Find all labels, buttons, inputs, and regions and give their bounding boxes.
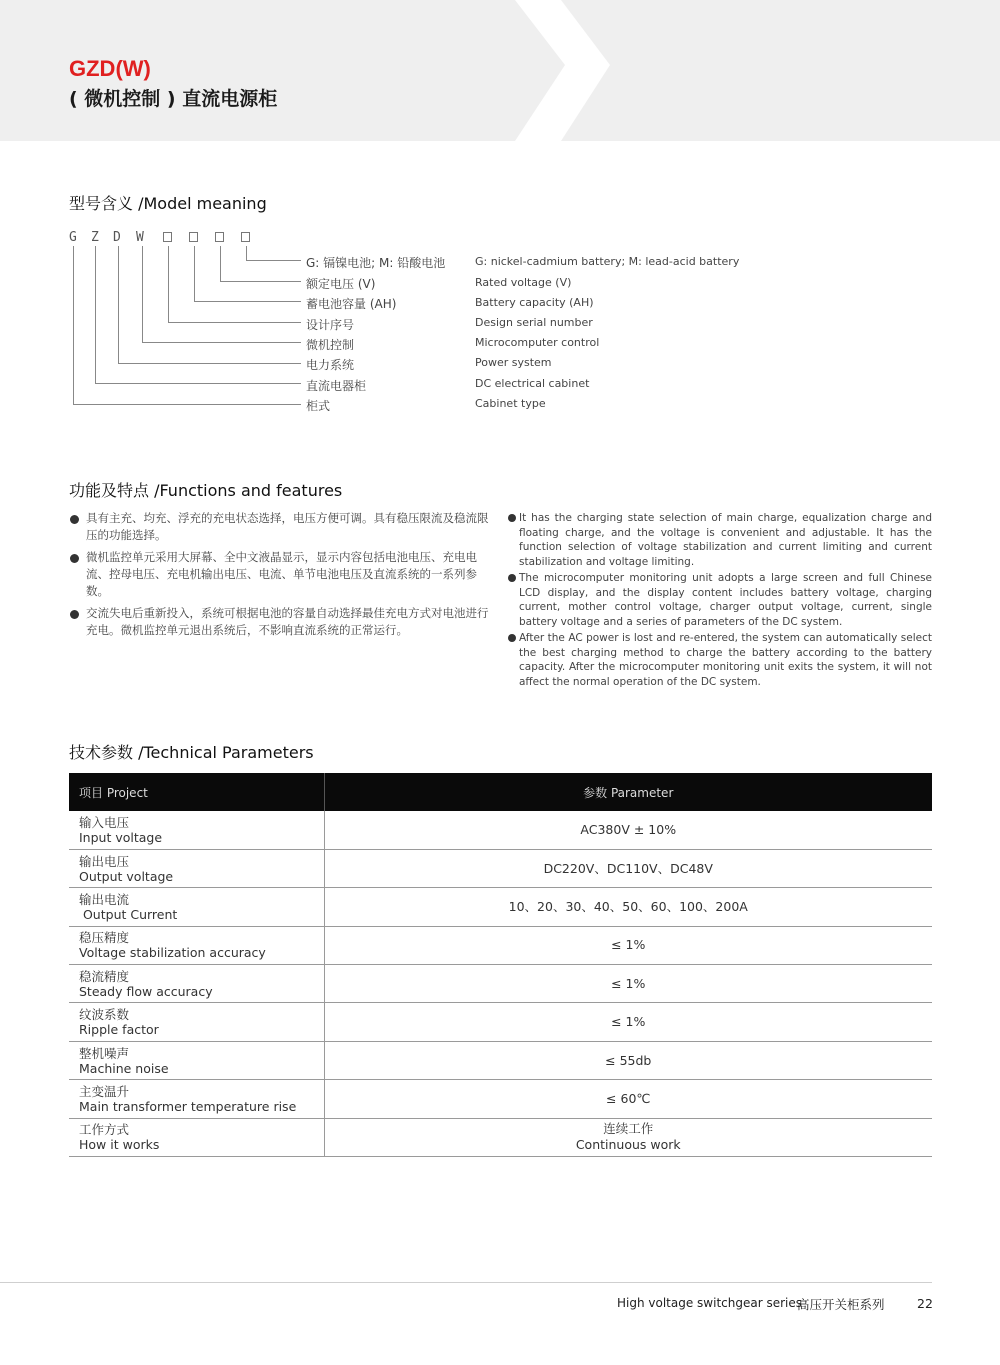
model-item-cn: 额定电压 (V) (306, 277, 376, 291)
project-cn: 输出电流 (79, 891, 130, 907)
bullet-icon (508, 634, 516, 642)
project-en: Output Current (79, 906, 178, 922)
bullet-icon (70, 554, 79, 563)
header-parameter: 参数 Parameter (324, 773, 932, 811)
parameter-value: ≤ 55db (605, 1052, 652, 1068)
parameter-value: DC220V、DC110V、DC48V (543, 860, 713, 876)
code-letter-z: Z (91, 230, 99, 245)
connector-line (95, 383, 301, 384)
footer-series-en: High voltage switchgear series (617, 1296, 802, 1310)
model-item-en: Power system (475, 356, 552, 369)
connector-line (118, 363, 301, 364)
table-row (69, 926, 932, 964)
page-title: GZD(W) (69, 56, 151, 81)
connector-line (220, 281, 301, 282)
project-cn: 稳压精度 (79, 930, 130, 946)
connector-line (142, 342, 301, 343)
model-item-en: DC electrical cabinet (475, 377, 590, 390)
parameter-value: AC380V ± 10% (580, 821, 677, 837)
project-en: Main transformer temperature rise (79, 1098, 297, 1114)
feature-item-en: The microcomputer monitoring unit adopts a large screen and full Chinese LCD display, and the display content includes battery voltage, charging current, mother control voltage, charger output voltage, current, single battery voltage and a series of parameters of the DC system. (508, 571, 932, 629)
model-item-cn: 蓄电池容量 (AH) (306, 297, 397, 311)
model-item-en: Design serial number (475, 316, 593, 329)
code-box (215, 232, 224, 242)
features-title: 功能及特点 /Functions and features (69, 481, 343, 500)
table-row (69, 965, 932, 1003)
tech-params-table (69, 773, 932, 1157)
feature-item-en: After the AC power is lost and re-entered, the system can automatically select the best charging method to charge the battery according to the battery capacity. After the microcomputer monitoring unit exits the system, it will not affect the normal operation of the DC system. (508, 631, 932, 689)
model-item-cn: 设计序号 (306, 318, 355, 332)
feature-item-cn: 微机监控单元采用大屏幕、全中文液晶显示，显示内容包括电池电压、充电电流、控母电压、充电机输出电压、电流、单节电池电压及直流系统的一系列参数。 (70, 549, 498, 600)
code-box (241, 232, 250, 242)
parameter-value: 连续工作 (603, 1121, 654, 1137)
table-row (69, 1041, 932, 1079)
project-cn: 输出电压 (79, 853, 130, 869)
connector-line (194, 301, 301, 302)
project-en: How it works (79, 1137, 160, 1153)
page-subtitle: ( 微机控制 ) 直流电源柜 (69, 88, 278, 110)
connector-line (142, 246, 143, 342)
model-item-en: Battery capacity (AH) (475, 296, 594, 309)
code-letter-w: W (136, 230, 144, 245)
model-item-cn: 柜式 (306, 399, 331, 413)
connector-line (194, 246, 195, 301)
project-cn: 整机噪声 (79, 1045, 130, 1061)
project-en: Output voltage (79, 868, 174, 884)
model-item-cn: 微机控制 (306, 338, 355, 352)
model-item-en: Rated voltage (V) (475, 276, 572, 289)
table-row (69, 811, 932, 849)
project-cn: 稳流精度 (79, 968, 130, 984)
footer-series-cn: 高压开关柜系列 (797, 1297, 885, 1312)
connector-line (246, 260, 301, 261)
code-letter-g: G (69, 230, 77, 245)
model-item-en: Microcomputer control (475, 336, 600, 349)
project-en: Voltage stabilization accuracy (79, 945, 266, 961)
bullet-icon (70, 610, 79, 619)
bullet-icon (508, 514, 516, 522)
table-row (69, 849, 932, 887)
connector-line (246, 246, 247, 260)
parameter-value: ≤ 1% (611, 975, 646, 991)
feature-item-cn: 交流失电后重新投入，系统可根据电池的容量自动选择最佳充电方式对电池进行充电。微机监控单元退出系统后，不影响直流系统的正常运行。 (70, 605, 498, 639)
model-item-en: G: nickel-cadmium battery; M: lead-acid battery (475, 255, 740, 268)
project-cn: 主变温升 (79, 1083, 130, 1099)
footer-divider (0, 1282, 932, 1283)
bullet-icon (508, 574, 516, 582)
parameter-value: ≤ 60℃ (606, 1090, 651, 1106)
project-cn: 工作方式 (79, 1122, 130, 1138)
connector-line (168, 322, 301, 323)
model-item-cn: 直流电器柜 (306, 379, 367, 393)
connector-line (73, 246, 74, 404)
code-box (163, 232, 172, 242)
project-en: Ripple factor (79, 1022, 159, 1038)
feature-item-en: It has the charging state selection of main charge, equalization charge and floating charge, and the voltage is convenient and adjustable. It has the function selection of voltage stabilization and current limiting and current stabilization and voltage limiting. (508, 511, 932, 569)
connector-line (168, 246, 169, 322)
page-number: 22 (917, 1296, 933, 1311)
project-cn: 纹波系数 (79, 1007, 130, 1023)
table-header-row (69, 773, 932, 811)
connector-line (95, 246, 96, 383)
model-item-cn: 电力系统 (306, 358, 355, 372)
model-item-cn: G: 镉镍电池; M: 铅酸电池 (306, 256, 446, 270)
connector-line (73, 404, 301, 405)
tech-params-title: 技术参数 /Technical Parameters (69, 743, 314, 762)
table-row (69, 1003, 932, 1041)
table-row (69, 1080, 932, 1118)
chevron-decoration (515, 0, 610, 141)
feature-item-cn: 具有主充、均充、浮充的充电状态选择，电压方便可调。具有稳压限流及稳流限压的功能选择。 (70, 510, 498, 544)
code-box (189, 232, 198, 242)
project-en: Steady flow accuracy (79, 983, 213, 999)
parameter-value: ≤ 1% (611, 1014, 646, 1030)
header-project: 项目 Project (69, 773, 324, 811)
project-en: Machine noise (79, 1060, 169, 1076)
parameter-value: ≤ 1% (611, 937, 646, 953)
table-row (69, 1118, 932, 1156)
project-en: Input voltage (79, 829, 163, 845)
table-row (69, 888, 932, 926)
project-cn: 输入电压 (79, 814, 130, 830)
connector-line (118, 246, 119, 363)
code-letter-d: D (113, 230, 121, 245)
connector-line (220, 246, 221, 281)
model-meaning-title: 型号含义 /Model meaning (69, 194, 267, 213)
model-item-en: Cabinet type (475, 397, 546, 410)
parameter-value: 10、20、30、40、50、60、100、200A (508, 898, 748, 914)
bullet-icon (70, 515, 79, 524)
parameter-value-en: Continuous work (575, 1137, 681, 1153)
